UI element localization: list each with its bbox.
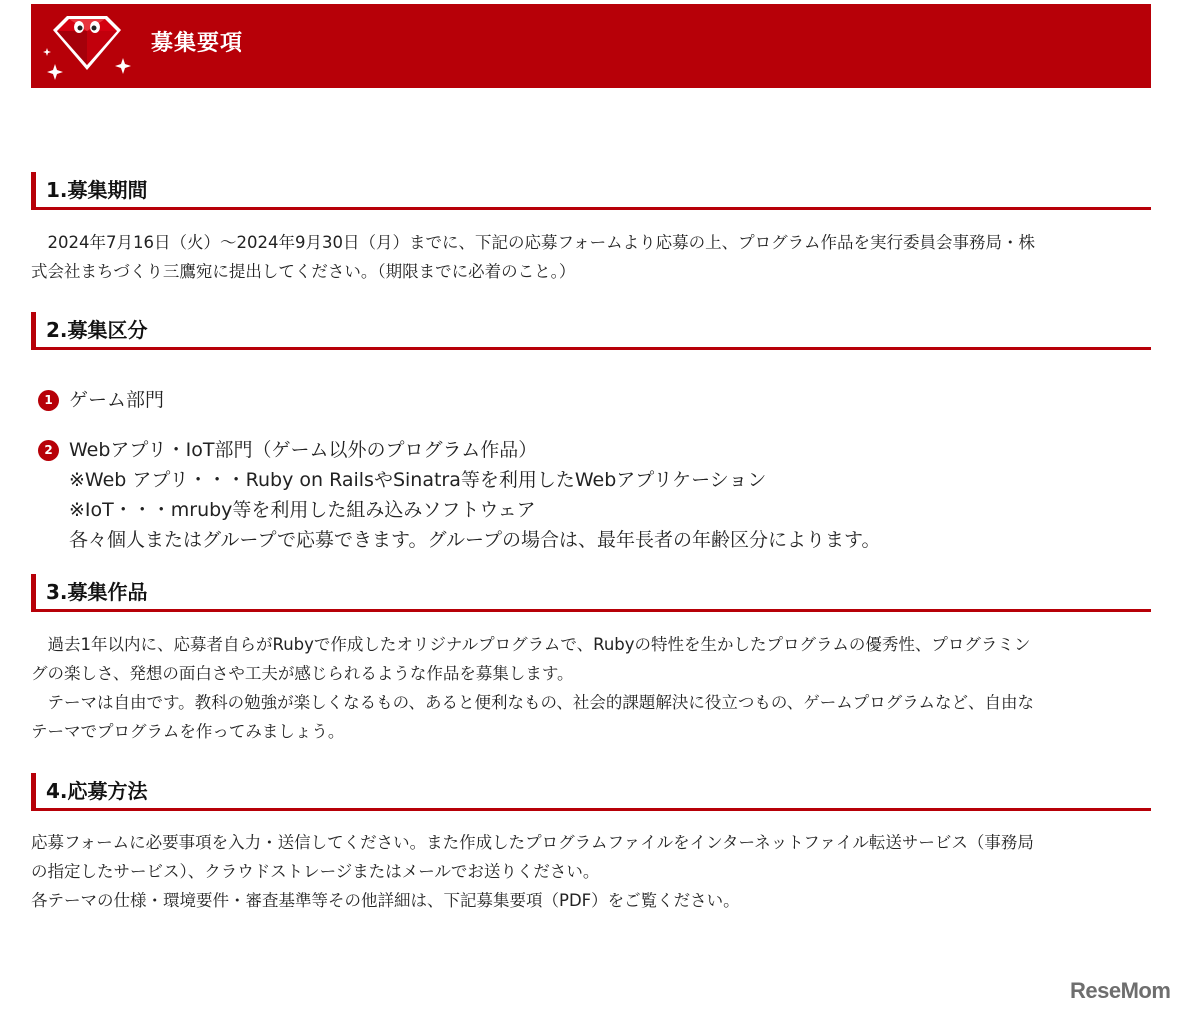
page-banner — [31, 4, 1151, 88]
category-item-label: ゲーム部門 — [69, 389, 165, 411]
resemom-watermark: ReseMom — [1070, 978, 1171, 1003]
number-badge-icon: 2 — [38, 440, 59, 461]
method-line-1: 応募フォームに必要事項を入力・送信してください。また作成したプログラムファイルをインターネットファイル転送サービス（事務局 — [31, 833, 1034, 852]
method-line-2: の指定したサービス）、クラウドストレージまたはメールでお送りください。 — [31, 862, 600, 881]
works-line-2: グの楽しさ、発想の面白さや工夫が感じられるような作品を募集します。 — [31, 664, 574, 683]
section-heading-works — [31, 574, 1151, 612]
category-note-iot: ※IoT・・・mruby等を利用した組み込みソフトウェア — [69, 499, 536, 521]
period-line-2: 式会社まちづくり三鷹宛に提出してください。（期限までに必着のこと。） — [31, 262, 576, 281]
banner-title: 募集要項 — [151, 31, 244, 56]
section-heading-period — [31, 172, 1151, 210]
category-note-group: 各々個人またはグループで応募できます。グループの場合は、最年長者の年齢区分によります。 — [69, 529, 881, 551]
category-note-web: ※Web アプリ・・・Ruby on RailsやSinatra等を利用したWebアプリケーション — [69, 469, 767, 491]
section-heading-method — [31, 773, 1151, 811]
section-heading-label: 1.募集期間 — [46, 178, 148, 202]
section-heading-category — [31, 312, 1151, 350]
method-line-3: 各テーマの仕様・環境要件・審査基準等その他詳細は、下記募集要項（PDF）をご覧ください。 — [31, 891, 740, 910]
ruby-gem-mascot-icon — [39, 8, 135, 84]
period-line-1: 2024年7月16日（火）～2024年9月30日（月）までに、下記の応募フォームより応募の上、プログラム作品を実行委員会事務局・株 — [31, 233, 1035, 252]
works-line-4: テーマでプログラムを作ってみましょう。 — [31, 722, 345, 741]
works-line-3: テーマは自由です。教科の勉強が楽しくなるもの、あると便利なもの、社会的課題解決に役立つもの、ゲームプログラムなど、自由な — [31, 693, 1035, 712]
section-heading-label: 3.募集作品 — [46, 580, 148, 604]
number-badge-icon: 1 — [38, 390, 59, 411]
category-item-label: Webアプリ・IoT部門（ゲーム以外のプログラム作品） — [69, 439, 538, 461]
works-line-1: 過去1年以内に、応募者自らがRubyで作成したオリジナルプログラムで、Rubyの特性を生かしたプログラムの優秀性、プログラミン — [31, 635, 1031, 654]
section-heading-label: 2.募集区分 — [46, 318, 148, 342]
section-heading-label: 4.応募方法 — [46, 779, 148, 803]
